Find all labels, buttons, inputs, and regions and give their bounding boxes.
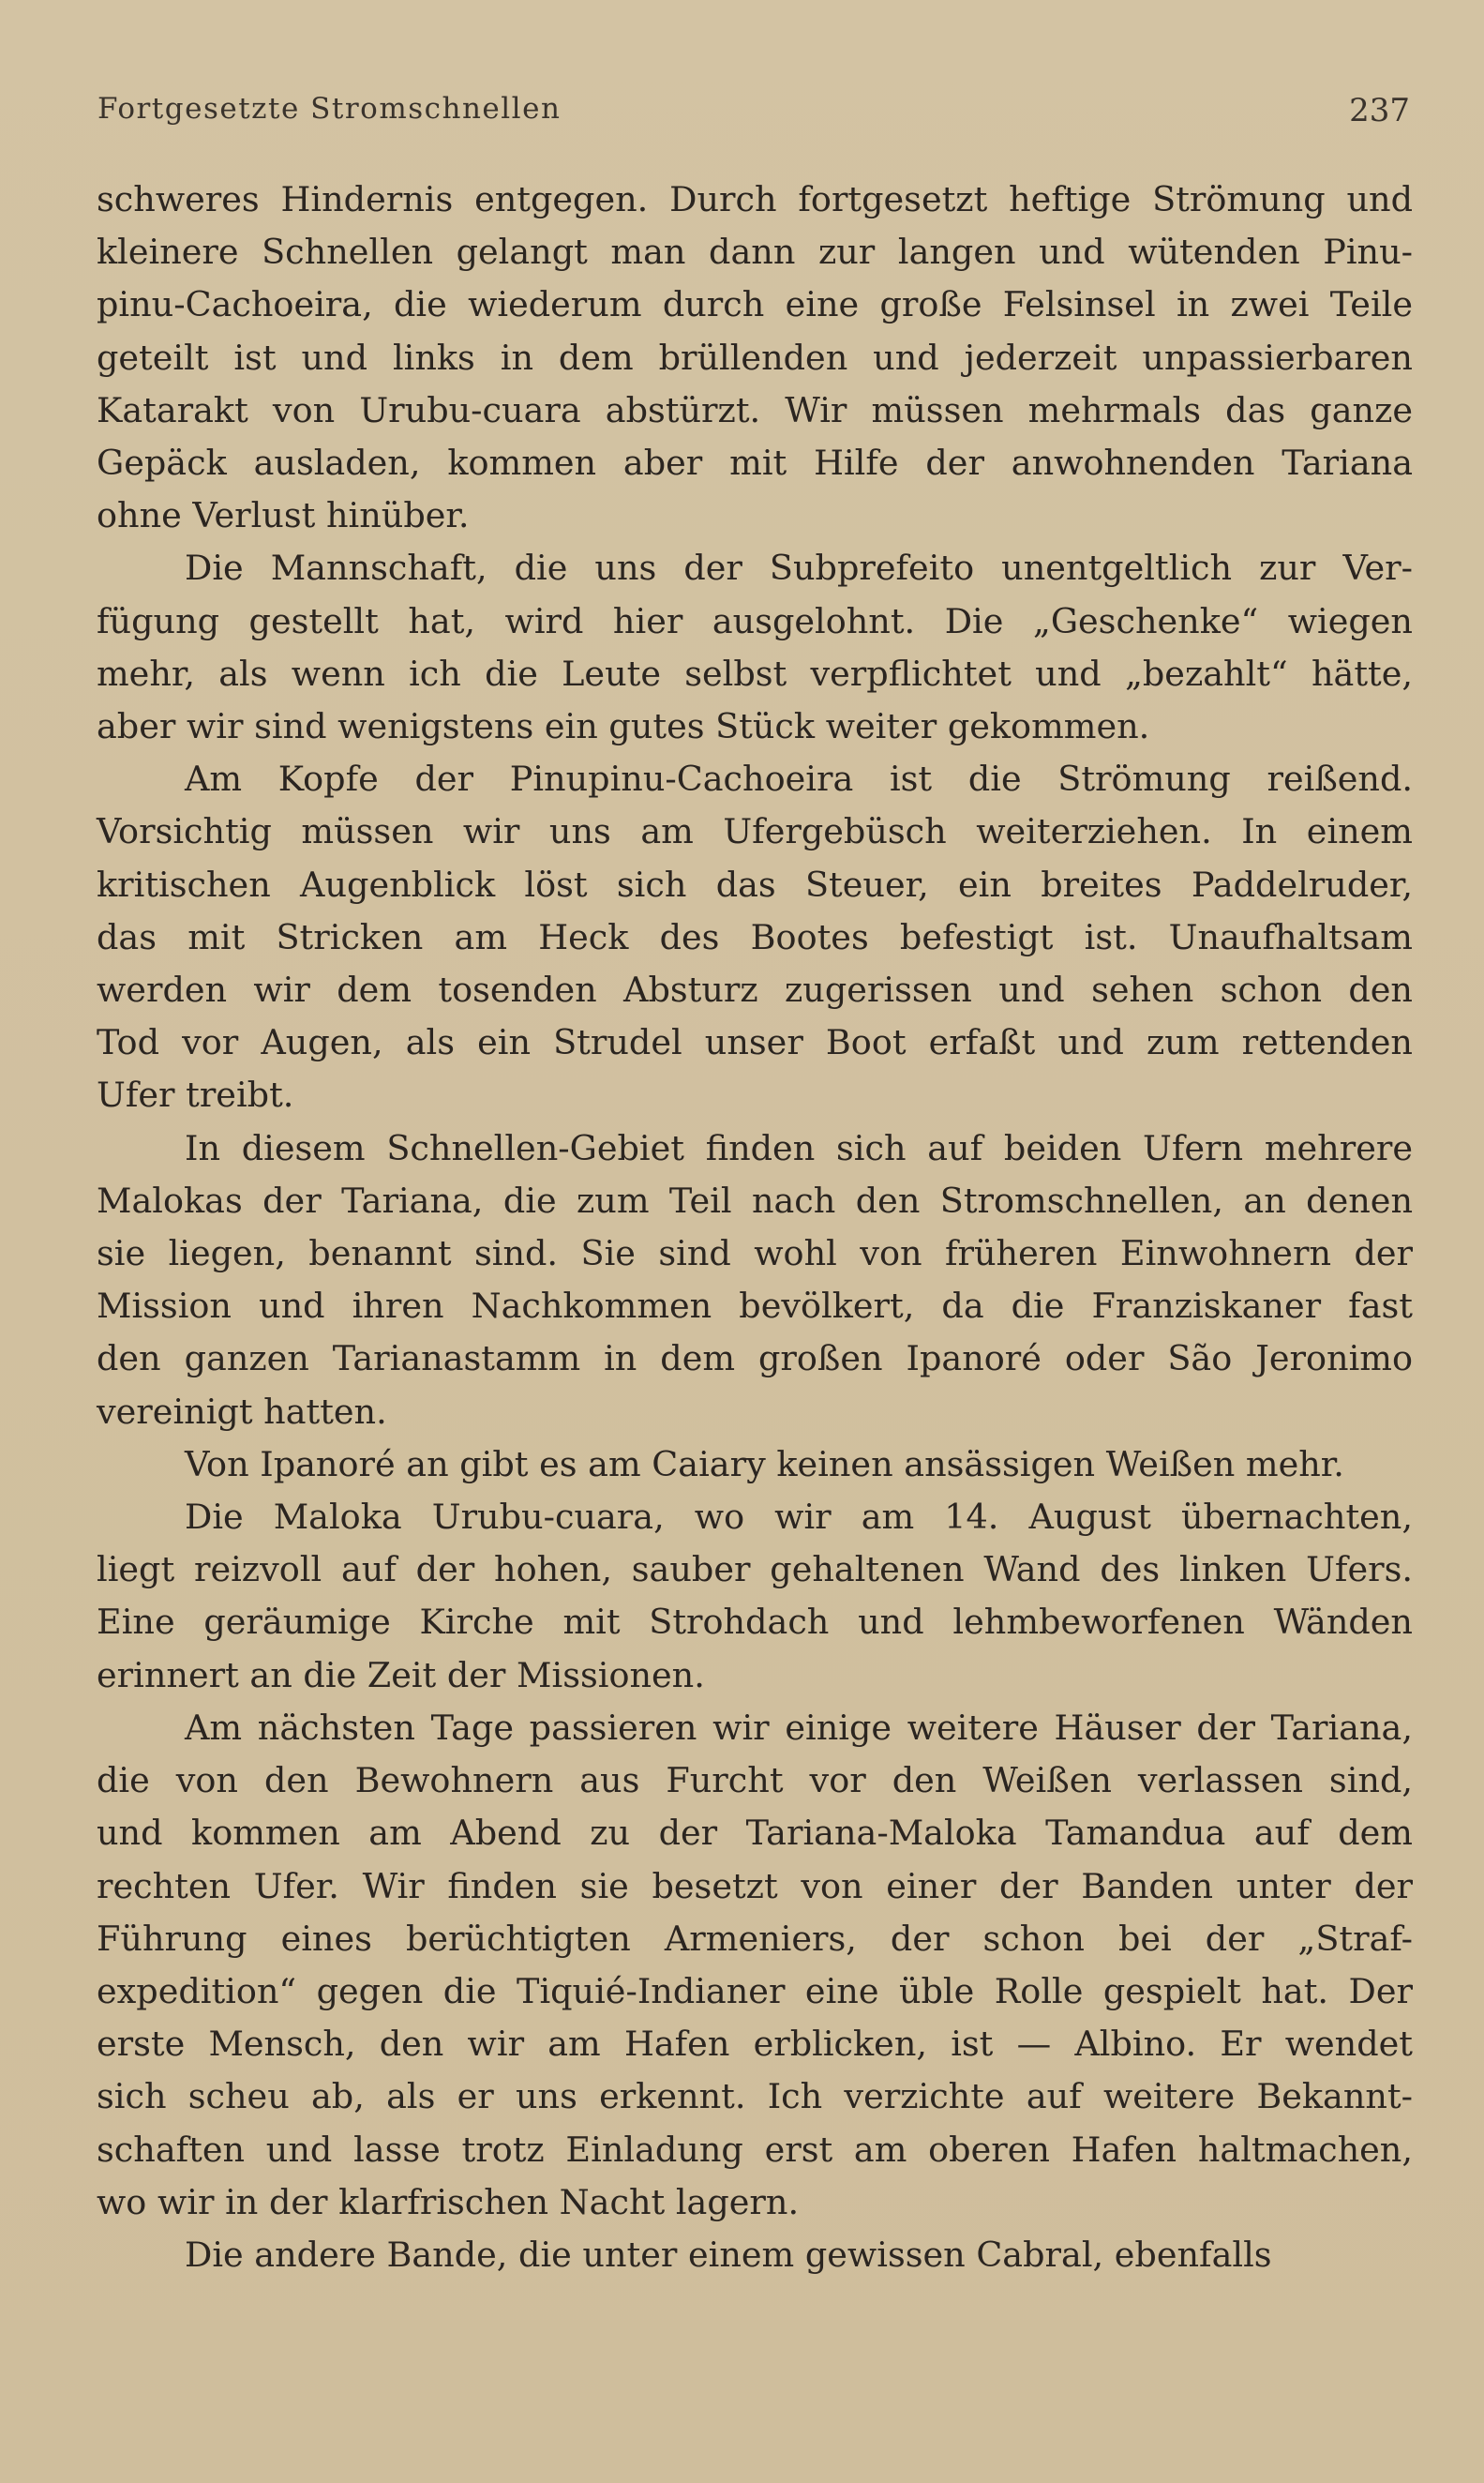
text-line: erinnert an die Zeit der Missionen. xyxy=(97,1654,705,1695)
text-line: Katarakt von Urubu-cuara abstürzt. Wir müssen mehrmals das ganze xyxy=(97,389,1413,430)
text-line: werden wir dem tosenden Absturz zugerissen und sehen schon den xyxy=(97,970,1413,1011)
text-line: rechten Ufer. Wir finden sie besetzt von einer der Banden unter der xyxy=(97,1865,1413,1906)
text-line: Die Mannschaft, die uns der Subprefeito unentgeltlich zur Ver- xyxy=(185,548,1413,589)
text-line: und kommen am Abend zu der Tariana-Maloka Tamandua auf dem xyxy=(97,1813,1413,1854)
text-line: den ganzen Tarianastamm in dem großen Ipanoré oder São Jeronimo xyxy=(97,1338,1413,1379)
text-line: geteilt ist und links in dem brüllenden und jederzeit unpassierbaren xyxy=(97,337,1413,378)
text-line: Am Kopfe der Pinupinu-Cachoeira ist die Strömung reißend. xyxy=(185,759,1413,800)
text-line: In diesem Schnellen-Gebiet finden sich auf beiden Ufern mehrere xyxy=(185,1127,1413,1168)
text-line: Tod vor Augen, als ein Strudel unser Boot erfaßt und zum rettenden xyxy=(97,1022,1413,1063)
text-line: Mission und ihren Nachkommen bevölkert, da die Franziskaner fast xyxy=(97,1286,1413,1327)
text-line: Ufer treibt. xyxy=(97,1075,294,1116)
text-line: das mit Stricken am Heck des Bootes befestigt ist. Unaufhaltsam xyxy=(97,916,1413,957)
text-line: Am nächsten Tage passieren wir einige weitere Häuser der Tariana, xyxy=(185,1707,1413,1748)
text-line: Die Maloka Urubu-cuara, wo wir am 14. August übernachten, xyxy=(185,1497,1413,1538)
text-line: expedition“ gegen die Tiquié-Indianer eine üble Rolle gespielt hat. Der xyxy=(97,1970,1413,2011)
page-number: 237 xyxy=(1349,92,1410,129)
text-line: wo wir in der klarfrischen Nacht lagern. xyxy=(97,2181,800,2222)
text-line: sich scheu ab, als er uns erkennt. Ich verzichte auf weitere Bekannt- xyxy=(97,2076,1413,2117)
text-line: vereinigt hatten. xyxy=(97,1391,387,1432)
text-line: Die andere Bande, die unter einem gewissen Cabral, ebenfalls xyxy=(185,2234,1272,2275)
text-line: mehr, als wenn ich die Leute selbst verpflichtet und „bezahlt“ hätte, xyxy=(97,653,1413,694)
text-line: Eine geräumige Kirche mit Strohdach und lehmbeworfenen Wänden xyxy=(97,1602,1413,1643)
text-line: die von den Bewohnern aus Furcht vor den Weißen verlassen sind, xyxy=(97,1760,1413,1801)
text-line: Führung eines berüchtigten Armeniers, der schon bei der „Straf- xyxy=(97,1918,1413,1959)
running-title: Fortgesetzte Stromschnellen xyxy=(97,92,562,126)
text-line: fügung gestellt hat, wird hier ausgelohnt. Die „Geschenke“ wiegen xyxy=(97,600,1413,641)
body-text xyxy=(97,173,1413,2281)
text-line: aber wir sind wenigstens ein gutes Stück weiter gekommen. xyxy=(97,706,1150,747)
text-line: erste Mensch, den wir am Hafen erblicken, ist — Albino. Er wendet xyxy=(97,2024,1413,2065)
text-line: Malokas der Tariana, die zum Teil nach den Stromschnellen, an denen xyxy=(97,1180,1413,1221)
text-line: schweres Hindernis entgegen. Durch fortgesetzt heftige Strömung und xyxy=(97,179,1413,219)
text-line: liegt reizvoll auf der hohen, sauber gehaltenen Wand des linken Ufers. xyxy=(97,1549,1413,1590)
text-line: kritischen Augenblick löst sich das Steuer, ein breites Paddelruder, xyxy=(97,864,1413,905)
text-line: kleinere Schnellen gelangt man dann zur langen und wütenden Pinu- xyxy=(97,232,1413,273)
text-line: Gepäck ausladen, kommen aber mit Hilfe der anwohnenden Tariana xyxy=(97,443,1413,484)
text-line: ohne Verlust hinüber. xyxy=(97,495,470,536)
text-line: pinu-Cachoeira, die wiederum durch eine große Felsinsel in zwei Teile xyxy=(97,284,1413,325)
text-line: sie liegen, benannt sind. Sie sind wohl von früheren Einwohnern der xyxy=(97,1233,1413,1274)
text-line: Von Ipanoré an gibt es am Caiary keinen ansässigen Weißen mehr. xyxy=(185,1443,1344,1484)
text-line: Vorsichtig müssen wir uns am Ufergebüsch weiterziehen. In einem xyxy=(97,811,1413,852)
text-line: schaften und lasse trotz Einladung erst am oberen Hafen haltmachen, xyxy=(97,2129,1413,2170)
running-head xyxy=(97,92,1410,129)
